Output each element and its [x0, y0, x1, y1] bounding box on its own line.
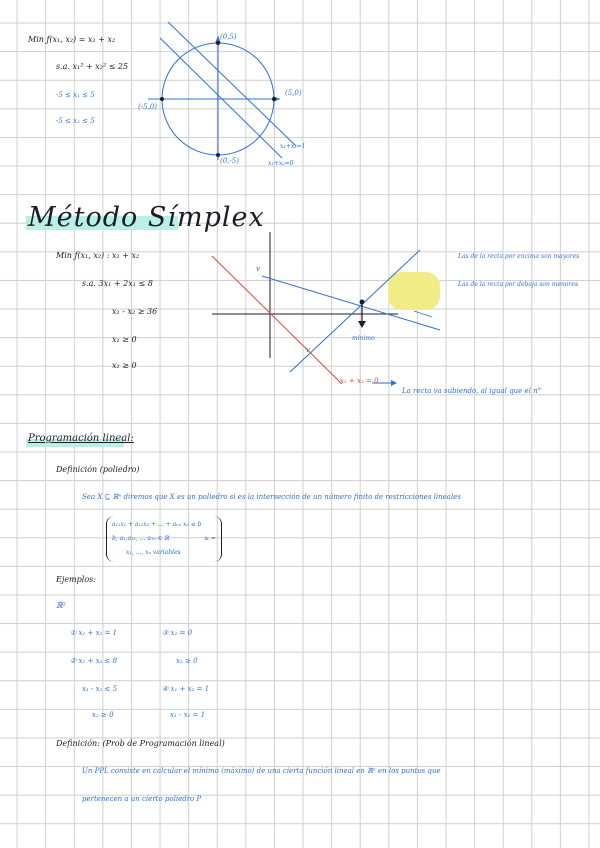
label-minimo: mínimo: [352, 335, 375, 342]
objective-function-2: Min ƒ(x₁, x₂) : x₁ + x₂: [56, 251, 140, 260]
line-x1-x2-0: [160, 38, 282, 158]
example-4: ④ x₁ + x₂ = 1: [162, 685, 210, 693]
label-v-top: v: [256, 265, 260, 273]
example-3b: x₂ ≥ 0: [176, 657, 198, 665]
point-top: [216, 41, 220, 45]
label-line-1: x₁+x₂=1: [280, 143, 306, 150]
examples-heading: Ejemplos:: [56, 575, 96, 584]
label-point-left: (-5,0): [138, 103, 157, 111]
point-left: [160, 97, 164, 101]
constraint-2-3: x₁ ≥ 0: [112, 335, 137, 344]
circle-graph: [148, 22, 296, 160]
example-2: ② x₁ + x₂ ≤ 8: [70, 657, 118, 665]
example-2b: x₁ - x₂ ≤ 5: [82, 685, 118, 693]
example-4b: x₁ - x₂ = 1: [170, 711, 206, 719]
example-1: ① x₁ + x₂ = 1: [70, 629, 118, 637]
line-red-x1-x2-0: [212, 256, 342, 384]
bracket-line-2: b, a₁,a₁₂, ... a₁ₙ ∈ ℝ: [112, 535, 170, 542]
constraint-2-4: x₂ ≥ 0: [112, 361, 137, 370]
page-title: Método Símplex: [28, 202, 265, 233]
definition2-line1: Un PPL consiste en calcular el mínimo (máximo) de una cierta función lineal en ℝⁿ en los puntos que: [82, 767, 441, 775]
label-red-line: x₁ + x₂ = 0: [340, 377, 379, 385]
bracket-line-3: x₁, ..., xₙ variables: [126, 549, 181, 556]
definition-heading: Definición (poliedro): [56, 465, 140, 474]
constraint-2-2: x₁ - x₂ ≥ 36: [112, 307, 158, 316]
objective-function-1: Min ƒ(x₁, x₂) = x₁ + x₂: [28, 35, 116, 44]
section-heading: Programación lineal:: [28, 433, 134, 444]
example-2c: x₂ ≥ 0: [92, 711, 114, 719]
constraint-2-1: s.a. 3x₁ + 2x₁ ≤ 8: [82, 279, 153, 288]
note-above: Las de la recta por encima son mayores: [458, 253, 580, 260]
example-3: ③ x₂ = 0: [162, 629, 193, 637]
point-right: [272, 97, 276, 101]
label-point-bottom: (0,-5): [220, 157, 239, 165]
note-below: Las de la recta por debajo son menores: [458, 281, 579, 288]
constraint-x1-range: -5 ≤ x₁ ≤ 5: [56, 91, 95, 99]
note-arrow: La recta va subiendo, al igual que el n°: [402, 387, 542, 395]
highlight-region: [388, 272, 440, 310]
minimum-point: [360, 300, 365, 305]
definition2-line2: pertenecen a un cierto poliedro P: [82, 795, 202, 803]
bracket-line-1: a₁₁x₁ + a₁₂x₂ + ... + aₙₙ xₙ ≤ b: [112, 521, 202, 528]
definition2-heading: Definición: (Prob de Programación lineal): [56, 739, 225, 748]
rn-symbol: ℝ²: [56, 601, 66, 610]
simplex-graph: [212, 232, 440, 386]
label-point-right: (5,0): [285, 89, 302, 97]
definition-text: Sea X ⊆ ℝⁿ diremos que X es un poliedro si es la intersección de un número finito de restricciones lineales: [82, 493, 461, 501]
label-v-bottom: v: [306, 346, 310, 354]
label-line-0: x₁+x₂=0: [268, 160, 294, 167]
label-point-top: (0,5): [220, 33, 237, 41]
constraint-circle: s.a. x₁² + x₂² ≤ 25: [56, 62, 129, 71]
bracket-relations: ≥ =: [204, 535, 216, 542]
constraint-x2-range: -5 ≤ x₂ ≤ 5: [56, 117, 95, 125]
